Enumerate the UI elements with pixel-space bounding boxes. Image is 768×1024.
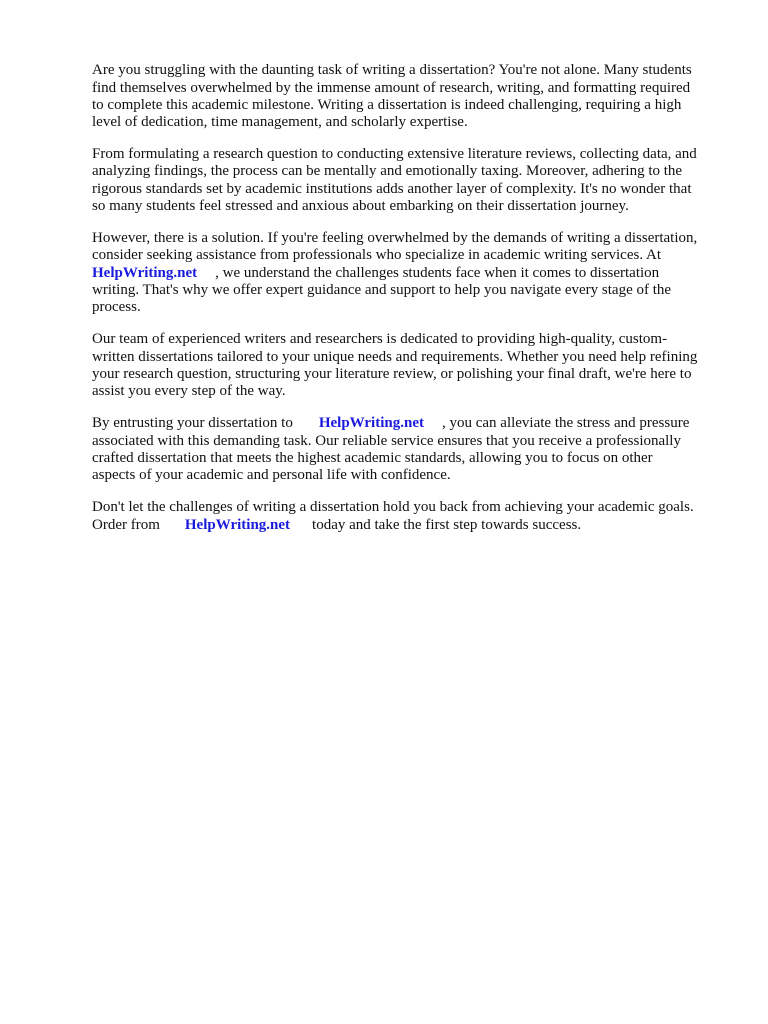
text-span: , we understand the challenges students face when it comes to dissertation (215, 265, 660, 281)
text-span: By entrusting your dissertation to (92, 415, 293, 431)
text-line: Don't let the challenges of writing a dissertation hold you back from achieving your academic goals. (92, 499, 694, 515)
helpwriting-link[interactable]: HelpWriting.net (184, 517, 291, 533)
text-line: writing. That's why we offer expert guidance and support to help you navigate every stage of the (92, 282, 672, 298)
text-line (92, 517, 581, 535)
text-span: today and take the first step towards success. (312, 517, 582, 533)
text-line: aspects of your academic and personal life with confidence. (92, 467, 451, 483)
text-line: process. (92, 299, 141, 315)
text-line: so many students feel stressed and anxious about embarking on their dissertation journey. (92, 198, 629, 214)
text-line: From formulating a research question to conducting extensive literature reviews, collecting data, and (92, 146, 697, 162)
text-line: Are you struggling with the daunting task of writing a dissertation? You're not alone. Many students (92, 62, 692, 78)
text-line: associated with this demanding task. Our reliable service ensures that you receive a professionally (92, 433, 681, 449)
text-line: analyzing findings, the process can be mentally and emotionally taxing. Moreover, adhering to the (92, 163, 683, 179)
text-line: level of dedication, time management, and scholarly expertise. (92, 114, 468, 130)
text-line: assist you every step of the way. (92, 383, 286, 399)
text-line: rigorous standards set by academic institutions adds another layer of complexity. It's no wonder that (92, 181, 692, 197)
text-line: to complete this academic milestone. Writing a dissertation is indeed challenging, requiring a high (92, 97, 682, 113)
text-line: However, there is a solution. If you're feeling overwhelmed by the demands of writing a dissertation, (92, 230, 698, 246)
helpwriting-link[interactable]: HelpWriting.net (92, 265, 198, 281)
text-span: Order from (92, 517, 160, 533)
text-span: , you can alleviate the stress and pressure (441, 415, 690, 431)
text-line (92, 415, 689, 433)
text-line: consider seeking assistance from professionals who specialize in academic writing services. At (92, 247, 661, 263)
text-line: Our team of experienced writers and researchers is dedicated to providing high-quality, custom- (92, 331, 668, 347)
text-line: written dissertations tailored to your unique needs and requirements. Whether you need help refining (92, 349, 698, 365)
text-line (92, 265, 659, 283)
text-line: crafted dissertation that meets the highest academic standards, allowing you to focus on other (92, 450, 653, 466)
text-line: find themselves overwhelmed by the immense amount of research, writing, and formatting required (92, 80, 691, 96)
helpwriting-link[interactable]: HelpWriting.net (318, 415, 424, 431)
text-line: your research question, structuring your literature review, or polishing your final draft, we're here to (92, 366, 692, 382)
